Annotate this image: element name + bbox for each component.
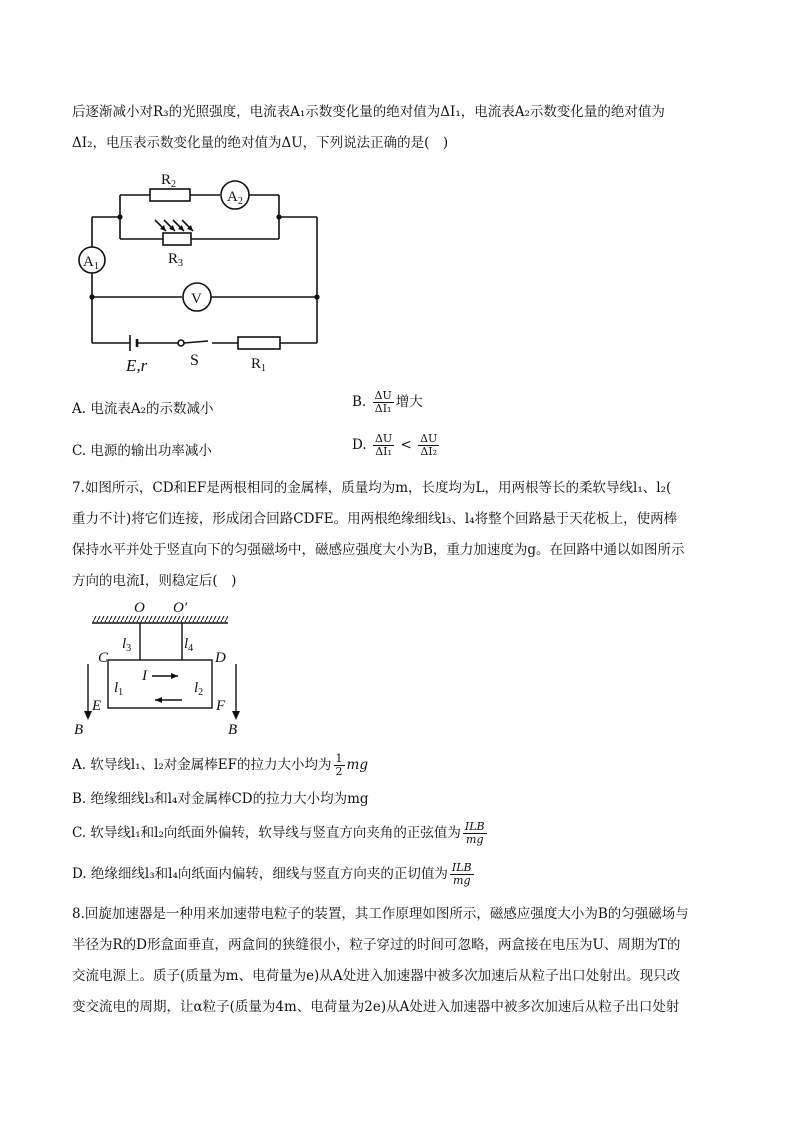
label-d: D (215, 650, 226, 666)
label-r1: R (251, 356, 262, 372)
label-er: E,r (126, 356, 148, 375)
label-r3: R (168, 251, 179, 267)
svg-text:l4 (184, 636, 193, 654)
q6-b-den: ΔI₁ (374, 402, 392, 415)
label-f: F (216, 698, 226, 714)
label-l1-sub: 1 (118, 687, 124, 698)
label-i: I (142, 668, 147, 684)
q7-c-fraction (463, 821, 487, 846)
label-r2: R (161, 172, 172, 188)
label-a2-sub: 2 (237, 196, 243, 207)
q6-d-num1: ΔU (374, 432, 393, 445)
label-b-right: B (228, 722, 238, 738)
label-l2-sub: 2 (198, 687, 204, 698)
q6-d-prefix: D. (352, 437, 367, 453)
intro-line-1: 后逐渐减小对R₃的光照强度，电流表A₁示数变化量的绝对值为ΔI₁，电流表A₂示数变化量的绝对值为 (72, 104, 665, 120)
q6-d-num2: ΔU (420, 432, 438, 445)
label-c: C (98, 650, 109, 666)
q6-option-b (352, 390, 423, 415)
label-b-left: B (74, 722, 84, 738)
q7-d-den: mg (453, 874, 471, 887)
label-o-prime: O′ (173, 600, 188, 616)
q7-a-text: A. 软导线l₁、l₂对金属棒EF的拉力大小均为 (72, 757, 332, 773)
q7-option-c (72, 821, 489, 846)
label-o: O (134, 600, 145, 616)
label-l3: l (122, 636, 127, 652)
svg-text:l1 (114, 680, 123, 698)
q6-d-den1: ΔI₁ (375, 445, 392, 458)
q7-line-2: 重力不计)将它们连接，形成闭合回路CDFE。用两根绝缘细线l₃、l₄将整个回路悬于天花板上，使两棒 (72, 511, 678, 527)
q7-c-text: C. 软导线l₁和l₂向纸面外偏转，软导线与竖直方向夹角的正弦值为 (72, 825, 461, 841)
q7-option-a (72, 753, 368, 778)
label-l2: l (194, 680, 199, 696)
q6-b-num: ΔU (374, 389, 392, 402)
q7-line-1: 7.如图所示，CD和EF是两根相同的金属棒，质量均为m，长度均为L，用两根等长的柔软导线l₁、l₂( (72, 480, 672, 496)
label-a2: A (227, 189, 238, 205)
q6-option-c: C. 电源的输出功率减小 (72, 443, 212, 459)
q6-option-a: A. 电流表A₂的示数减小 (72, 401, 214, 417)
label-a1: A (83, 254, 94, 270)
q6-d-fraction-1 (373, 433, 394, 458)
label-s: S (190, 352, 199, 369)
q7-d-num: ILB (451, 861, 472, 874)
q6-b-suffix: 增大 (395, 394, 423, 410)
q6-b-fraction (373, 390, 394, 415)
q8-line-3: 交流电源上。质子(质量为m、电荷量为e)从A处进入加速器中被多次加速后从粒子出口处射出。现只改 (72, 968, 681, 984)
q6-d-den2: ΔI₂ (420, 445, 438, 458)
svg-text:R3 (168, 251, 183, 269)
q6-b-prefix: B. (352, 394, 367, 410)
intro-line-2: ΔI₂，电压表示数变化量的绝对值为ΔU，下列说法正确的是( ) (72, 135, 449, 151)
q7-a-fraction (334, 753, 345, 778)
q7-a-tail: mg (346, 757, 368, 773)
q7-c-den: mg (466, 833, 484, 846)
q7-option-b: B. 绝缘细线l₃和l₄对金属棒CD的拉力大小均为mg (72, 791, 369, 807)
label-r2-sub: 2 (171, 179, 177, 190)
label-l4: l (184, 636, 189, 652)
rods-figure (70, 596, 260, 744)
label-l1: l (114, 680, 119, 696)
q8-line-2: 半径为R的D形盒面垂直，两盒间的狭缝很小，粒子穿过的时间可忽略，两盒接在电压为U、周期为T的 (72, 937, 681, 953)
label-e: E (92, 698, 102, 714)
circuit-diagram (60, 165, 340, 380)
label-l3-sub: 3 (126, 643, 132, 654)
q6-option-d (352, 433, 441, 458)
label-l4-sub: 4 (188, 643, 194, 654)
q7-line-4: 方向的电流I，则稳定后( ) (72, 573, 237, 589)
q7-c-num: ILB (464, 820, 485, 833)
q7-option-d (72, 862, 476, 887)
q7-a-den: 2 (335, 765, 343, 778)
q7-a-num: 1 (335, 752, 343, 765)
svg-text:l3 (122, 636, 131, 654)
q8-line-1: 8.回旋加速器是一种用来加速带电粒子的装置，其工作原理如图所示，磁感应强度大小为B的匀强磁场与 (72, 906, 689, 922)
label-r3-sub: 3 (178, 258, 184, 269)
label-a1-sub: 1 (93, 261, 99, 272)
label-r1-sub: 1 (261, 363, 267, 374)
q7-d-fraction (450, 862, 474, 887)
q7-line-3: 保持水平并处于竖直向下的匀强磁场中，磁感应强度大小为B，重力加速度为g。在回路中通以如图所示 (72, 542, 685, 558)
svg-text:l2 (194, 680, 203, 698)
svg-text:R2 (161, 172, 176, 190)
svg-text:R1 (251, 356, 266, 374)
q8-line-4: 变交流电的周期，让α粒子(质量为4m、电荷量为2e)从A处进入加速器中被多次加速后从粒子出口处射 (72, 999, 680, 1015)
q7-d-text: D. 绝缘细线l₃和l₄向纸面内偏转，细线与竖直方向夹的正切值为 (72, 866, 448, 882)
q6-d-fraction-2 (418, 433, 439, 458)
label-v: V (191, 291, 202, 307)
q6-d-lt: < (400, 437, 412, 453)
